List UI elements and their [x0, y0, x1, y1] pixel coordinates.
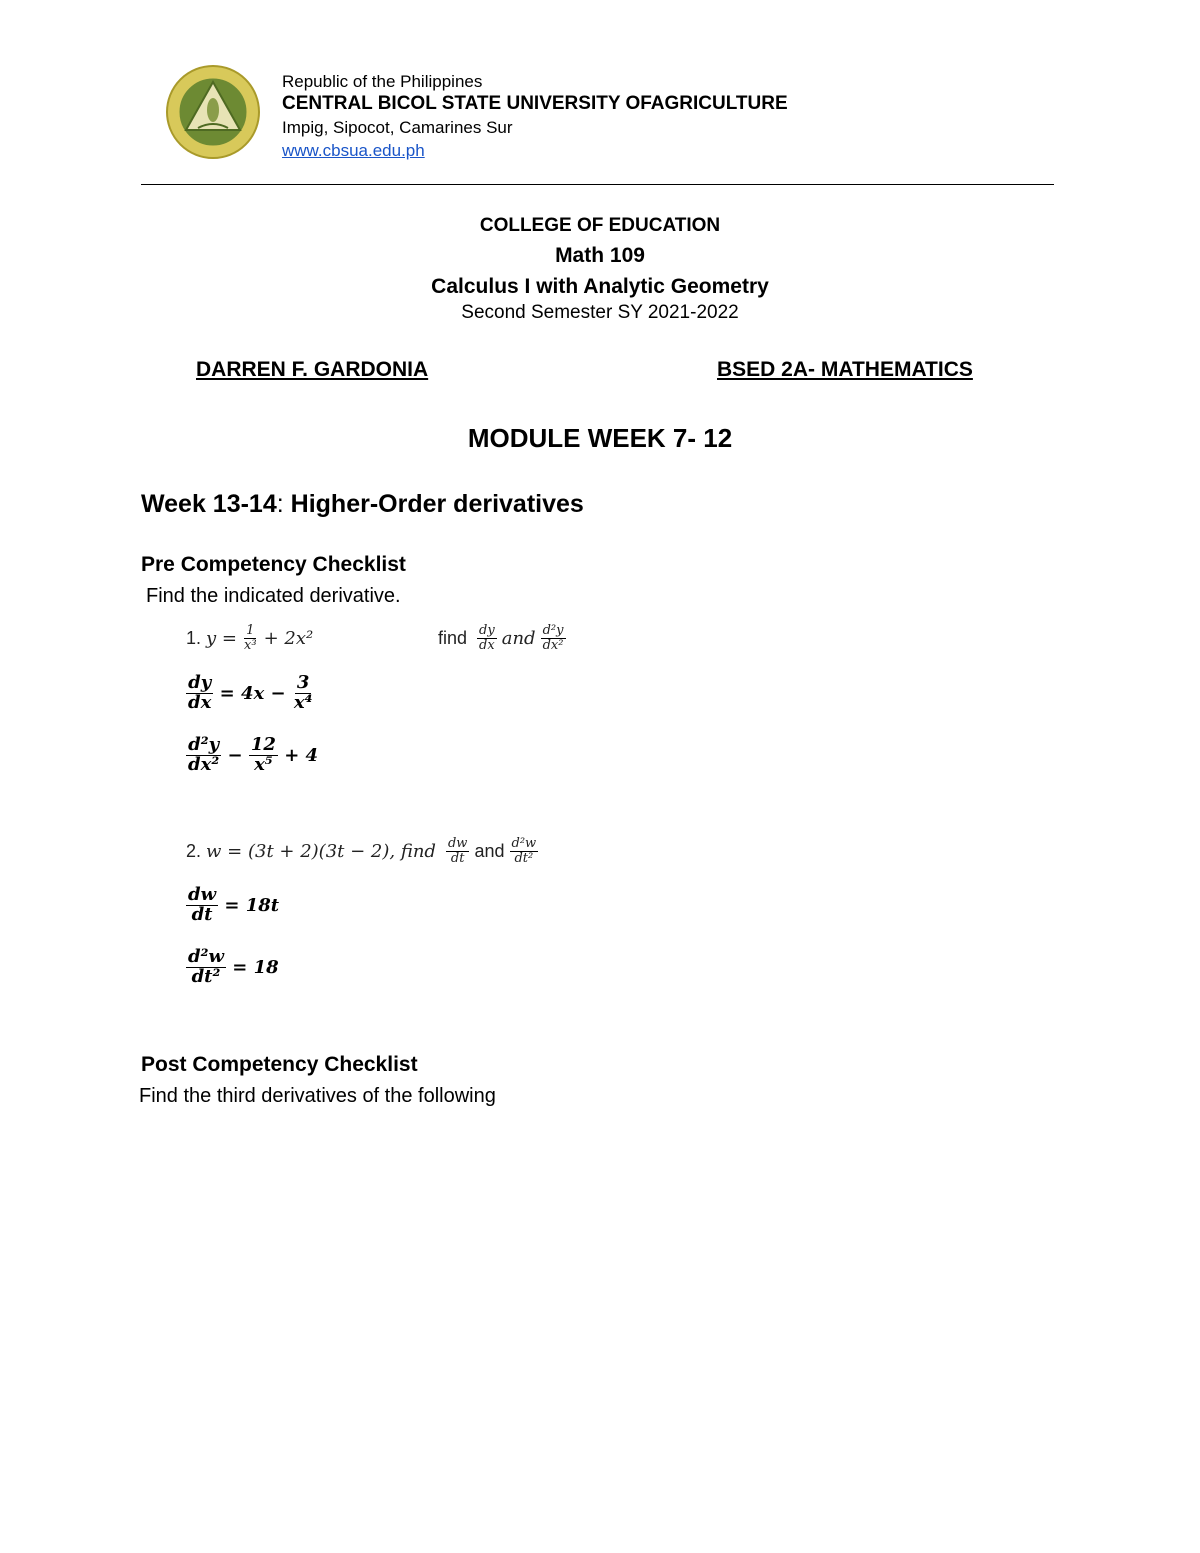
and-label: and	[501, 627, 536, 649]
week-colon: :	[276, 490, 284, 518]
fraction-denominator: dt	[450, 850, 465, 866]
fraction-denominator: dx²	[188, 753, 220, 775]
week-label: Week 13-14	[141, 490, 277, 518]
problem-2-answer-2	[186, 948, 279, 987]
answer-middle: = 4x −	[219, 682, 286, 704]
fraction-denominator: dx²	[542, 637, 564, 653]
university-name: CENTRAL BICOL STATE UNIVERSITY OFAGRICULTURE	[282, 93, 788, 114]
fraction-numerator: d²w	[188, 946, 224, 967]
fraction-denominator: dt	[191, 903, 213, 925]
answer-rhs-fraction	[249, 736, 278, 775]
problem-1-number: 1.	[186, 627, 202, 648]
semester-line: Second Semester SY 2021-2022	[461, 302, 739, 323]
course-title: Calculus I with Analytic Geometry	[431, 275, 769, 298]
fraction-numerator: 1	[246, 623, 255, 638]
answer-lhs-fraction	[186, 674, 213, 713]
fraction-denominator: dx	[188, 691, 212, 713]
student-program: BSED 2A- MATHEMATICS	[717, 358, 973, 381]
fraction-numerator: d²w	[511, 836, 537, 851]
problem-1-fraction	[242, 624, 259, 652]
problem-1-answer-2	[186, 736, 318, 775]
fraction-denominator: x⁴	[293, 691, 313, 713]
fraction-numerator: dy	[479, 623, 495, 638]
week-heading	[141, 490, 584, 519]
university-website-link[interactable]: www.cbsua.edu.ph	[282, 141, 425, 160]
fraction-denominator: dx	[479, 637, 495, 653]
answer-rhs: = 18	[232, 956, 279, 978]
problem-2-expression: w = (3t + 2)(3t − 2), find	[206, 840, 436, 862]
problem-1-lhs: y =	[206, 627, 238, 649]
problem-2	[186, 837, 538, 865]
fraction-numerator: d²y	[188, 734, 220, 755]
answer-middle: −	[227, 744, 243, 766]
fraction-numerator: 12	[250, 734, 276, 755]
fraction-denominator: dt²	[514, 850, 534, 866]
college-name: COLLEGE OF EDUCATION	[479, 215, 721, 236]
pre-checklist-title: Pre Competency Checklist	[141, 553, 406, 576]
answer-lhs-fraction	[186, 948, 226, 987]
find-label: find	[438, 627, 468, 648]
fraction-numerator: 3	[296, 672, 310, 693]
fraction-numerator: dw	[188, 884, 217, 905]
fraction-numerator: d²y	[542, 623, 564, 638]
pre-checklist-instruction: Find the indicated derivative.	[146, 585, 401, 607]
answer-rhs-fraction	[292, 674, 315, 713]
module-title: MODULE WEEK 7- 12	[467, 423, 733, 453]
week-topic: Higher-Order derivatives	[283, 490, 584, 518]
answer-lhs-fraction	[186, 886, 218, 925]
student-name: DARREN F. GARDONIA	[196, 358, 429, 381]
first-derivative-symbol	[446, 837, 469, 865]
answer-lhs-fraction	[186, 736, 221, 775]
fraction-denominator: x⁵	[254, 753, 273, 775]
post-checklist-title: Post Competency Checklist	[141, 1053, 418, 1076]
and-label: and	[474, 840, 505, 861]
country-line: Republic of the Philippines	[282, 72, 483, 91]
problem-2-number: 2.	[186, 840, 202, 861]
second-derivative-symbol	[510, 837, 539, 865]
first-derivative-symbol	[477, 624, 497, 652]
answer-tail: + 4	[284, 744, 319, 766]
university-seal-logo	[158, 64, 268, 160]
fraction-numerator: dy	[188, 672, 212, 693]
university-address: Impig, Sipocot, Camarines Sur	[282, 118, 513, 137]
fraction-numerator: dw	[447, 836, 468, 851]
fraction-denominator: x³	[244, 637, 257, 653]
problem-1	[186, 624, 313, 652]
fraction-denominator: dt²	[191, 965, 221, 987]
course-code: Math 109	[555, 244, 645, 267]
header-divider	[141, 184, 1054, 185]
problem-1-answer-1	[186, 674, 314, 713]
problem-1-rest: + 2x²	[263, 627, 314, 649]
answer-rhs: = 18t	[224, 894, 280, 916]
second-derivative-symbol	[541, 624, 566, 652]
problem-2-answer-1	[186, 886, 279, 925]
problem-1-find	[438, 624, 566, 652]
post-checklist-instruction: Find the third derivatives of the following	[139, 1085, 496, 1107]
